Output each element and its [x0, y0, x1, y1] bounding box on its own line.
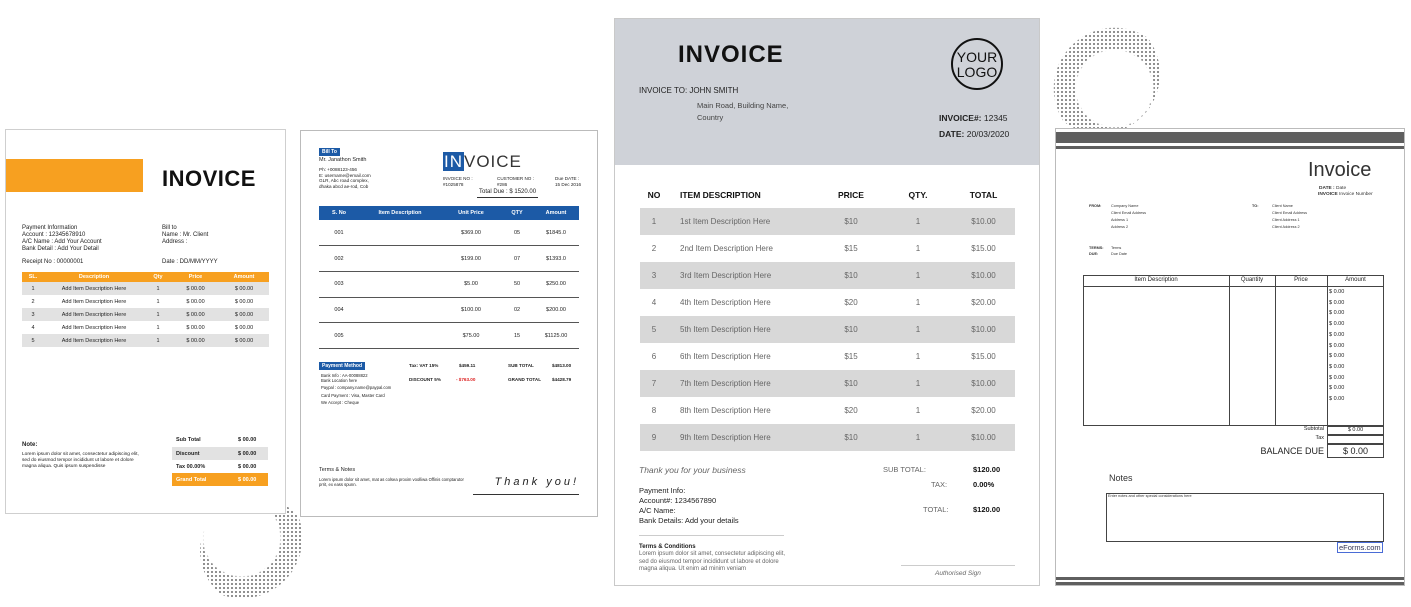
customer-no: #286	[497, 181, 508, 187]
col-price: Price	[172, 272, 219, 282]
bill-to-label: Bill To	[319, 148, 340, 156]
due-date-label: Due DATE :	[555, 176, 580, 181]
date-line: DATE : Date	[1319, 186, 1347, 191]
balance-due-value: $ 0.00	[1327, 444, 1384, 458]
invoice-template-gray	[614, 18, 1040, 586]
bank-detail-line: Bank Detail : Add Your Detail	[22, 246, 99, 252]
bottom-bar	[1056, 582, 1405, 586]
col-price: PRICE	[838, 190, 864, 200]
receipt-number: Receipt No : 00000001	[22, 259, 84, 265]
from-address-1: Address 1	[1111, 218, 1129, 222]
col-qty: QTY.	[908, 190, 928, 200]
to-client-address-1: Client Address 1	[1272, 218, 1300, 222]
note-label: Note:	[22, 442, 38, 448]
to-client-email: Client Email Address	[1272, 211, 1308, 215]
table-row: 3 Add Item Description Here 1 $ 00.00 $ 00.00	[22, 308, 269, 321]
subtotal-row: Sub Total $ 00.00	[176, 436, 257, 443]
col-sl: SL.	[22, 272, 44, 282]
terms-label: TERMS:	[1089, 246, 1104, 250]
to-client-address-2: Client Address 2	[1272, 225, 1300, 229]
client-email: E: username@email.com	[319, 172, 371, 178]
table-row: 1 1st Item Description Here $10 1 $10.00	[640, 208, 1015, 235]
table-row: 9 9th Item Description Here $10 1 $10.00	[640, 424, 1015, 451]
client-name: Mr. Janathon Smith	[319, 157, 367, 163]
col-total: TOTAL	[969, 190, 998, 200]
col-amount: Amount	[219, 272, 269, 282]
table-row: 6 6th Item Description Here $15 1 $15.00	[651, 352, 996, 361]
orange-banner	[6, 159, 143, 192]
table-row: 2 2nd Item Description Here $15 1 $15.00	[651, 244, 996, 253]
col-item-description: Item Description	[1134, 277, 1178, 283]
terms-text: Lorem ipsum dolor sit amet, consectetur adipiscing elit, sed do eiusmod tempor incididunt ut labore et dolore magna aliqua. Ut enim ad minim veniam	[639, 551, 786, 572]
terms-label: Terms & Conditions	[639, 544, 696, 550]
address-line-2: Country	[697, 113, 724, 122]
table-row: 5 5th Item Description Here $10 1 $10.00	[640, 316, 1015, 343]
table-row: 4 4th Item Description Here $20 1 $20.00	[651, 298, 996, 307]
payment-bank-info: Bank Info : AA-00088822	[321, 373, 368, 378]
thank-you-text: Thank you for your business	[639, 465, 746, 475]
col-no: NO	[647, 190, 661, 200]
invoice-template-orange	[5, 129, 286, 514]
notes-box[interactable]	[1106, 493, 1384, 542]
invoice-title: INVOICE	[678, 41, 784, 68]
vat-row: Tax: VAT 15% $459.11	[409, 363, 476, 368]
col-qty: QTY	[501, 206, 533, 220]
col-quantity: Quantity	[1240, 277, 1264, 283]
thank-you-text: Thank you!	[494, 476, 579, 488]
col-item-description: ITEM DESCRIPTION	[680, 190, 761, 200]
col-amount: Amount	[1345, 277, 1366, 283]
col-sno: S. No	[319, 206, 359, 220]
invoice-number: INVOICE#: 12345	[939, 113, 1008, 123]
invoice-title: Invoice	[1308, 159, 1372, 181]
signature-line	[901, 565, 1015, 566]
invoice-to: INVOICE TO: JOHN SMITH	[639, 86, 739, 95]
items-table	[319, 206, 579, 349]
col-description: Description	[44, 272, 144, 282]
subtotal-value: $ 0.00	[1327, 426, 1384, 435]
due-value: Due Date	[1111, 252, 1128, 256]
tax-label: Tax	[1315, 435, 1324, 441]
invoice-date: DATE: 20/03/2020	[939, 129, 1010, 139]
table-row: 004 $100.00 02 $200.00	[319, 297, 579, 323]
bottom-thin-bar	[1056, 577, 1405, 580]
table-row: 7 7th Item Description Here $10 1 $10.00	[640, 370, 1015, 397]
terms-value: Terms	[1111, 246, 1122, 250]
top-bar	[1056, 132, 1405, 143]
from-company: Company Name	[1111, 204, 1139, 208]
account-line: Account#: 1234567890	[639, 496, 717, 505]
balance-due-label: BALANCE DUE	[1260, 446, 1324, 456]
items-table	[640, 182, 1015, 451]
amount-column: $ 0.00 $ 0.00 $ 0.00 $ 0.00 $ 0.00 $ 0.00 $ 0.00 $ 0.00 $ 0.00 $ 0.00 $ 0.00	[1329, 289, 1345, 403]
col-divider-2	[1275, 275, 1276, 426]
payment-bank-location: Bank Location here	[321, 378, 358, 384]
payment-method-label: Payment Method	[319, 362, 365, 370]
authorised-sign: Authorised Sign	[935, 570, 981, 577]
discount-row: Discount $ 00.00	[172, 447, 268, 460]
note-text: Lorem ipsum dolor sit amet, consectetur adipiscing elit, sed do eiusmod tempor incididunt ut labore et dolore magna aliqua. Quis ipsum suspendisse	[22, 452, 139, 469]
bill-to-label: Bill to	[162, 225, 177, 231]
items-table	[22, 272, 269, 347]
col-price: Price	[1294, 277, 1308, 283]
ac-name-line: A/C Name : Add Your Account	[22, 239, 102, 245]
due-date: 15 Dec 2016	[555, 181, 582, 187]
subtotal-row: SUB TOTAL: $120.00	[883, 465, 1001, 474]
table-row: 8 8th Item Description Here $20 1 $20.00	[651, 406, 996, 415]
col-qty: Qty	[144, 272, 172, 282]
invoice-template-blue	[300, 130, 598, 517]
payment-info-label: Payment Information	[22, 225, 78, 231]
bank-details-line: Bank Details: Add your details	[639, 516, 739, 525]
from-label: FROM:	[1089, 204, 1102, 208]
table-row: 003 $5.00 50 $250.00	[319, 271, 579, 297]
payment-info-label: Payment Info:	[639, 486, 686, 495]
ac-name-line: A/C Name:	[639, 506, 676, 515]
table-row: 2 Add Item Description Here 1 $ 00.00 $ 00.00	[31, 298, 254, 305]
client-address-1: GLR, Abc road complex,	[319, 178, 369, 183]
payment-paypal: Paypal : company.name@paypal.com	[321, 385, 392, 391]
col-unit-price: Unit Price	[441, 206, 501, 220]
col-amount: Amount	[533, 206, 579, 220]
to-client-name: Client Name	[1272, 204, 1293, 208]
client-address-2: dhaka abcd ae-rod, Cob	[319, 183, 369, 189]
table-row: 3 3rd Item Description Here $10 1 $10.00	[640, 262, 1015, 289]
halftone-decoration-top	[1040, 14, 1160, 134]
col-item-description: Item Description	[359, 206, 441, 220]
invoice-title: INVOICE	[444, 152, 522, 171]
invoice-template-eforms	[1055, 128, 1405, 586]
tax-value	[1327, 435, 1384, 444]
table-row: 005 $75.00 15 $1125.00	[319, 323, 579, 349]
payment-accept: We Accept : Cheque	[321, 399, 360, 405]
terms-text: Lorem ipsum dolor sit amet, mat as colsea proxim voolliwa Offinis comptarutor prrit, ex eass spunn.	[319, 477, 464, 488]
divider	[639, 535, 784, 536]
col-divider-1	[1229, 275, 1230, 426]
address-line: Address :	[162, 239, 188, 245]
eforms-brand-link[interactable]: eForms.com	[1339, 543, 1381, 552]
invoice-no: #1025878	[443, 181, 464, 187]
terms-label: Terms & Notes	[319, 467, 356, 473]
table-row: 001 $369.00 05 $1845.0	[319, 220, 579, 246]
logo-placeholder: YOUR LOGO	[951, 38, 1003, 90]
client-name-line: Name : Mr. Client	[162, 232, 209, 238]
table-row: 1 Add Item Description Here 1 $ 00.00 $ 00.00	[22, 282, 269, 295]
tax-row: Tax 00.00% $ 00.00	[176, 463, 257, 470]
notes-placeholder: Enter notes and other special considerations here	[1108, 494, 1192, 498]
from-email: Client Email Address	[1111, 211, 1147, 215]
tax-row: TAX: 0.00%	[931, 480, 995, 489]
top-thin-bar	[1056, 146, 1405, 149]
to-label: TO:	[1252, 204, 1259, 208]
total-due: Total Due : $ 1520.00	[477, 190, 538, 198]
customer-no-label: CUSTOMER NO :	[497, 176, 534, 181]
account-line: Account : 12345678910	[22, 232, 86, 238]
grand-total-row: GRAND TOTAL $4428.79	[508, 377, 572, 382]
table-row: 4 Add Item Description Here 1 $ 00.00 $ 00.00	[31, 324, 254, 331]
date-line: Date : DD/MM/YYYY	[162, 259, 218, 265]
discount-row: DISCOUNT 5% - $763.00	[409, 377, 476, 382]
due-label: DUE:	[1089, 252, 1099, 256]
payment-card: Card Payment : Visa, Master Card	[321, 392, 385, 398]
table-row: 5 Add Item Description Here 1 $ 00.00 $ 00.00	[22, 334, 269, 347]
subtotal-row: SUB TOTAL $4813.00	[508, 363, 572, 368]
from-address-2: Address 2	[1111, 225, 1129, 229]
grand-total-row: Grand Total $ 00.00	[172, 473, 268, 486]
invoice-number-line: INVOICE Invoice Number	[1318, 192, 1373, 197]
signature-line	[473, 494, 579, 495]
address-line-1: Main Road, Building Name,	[697, 101, 789, 110]
table-row: 002 $199.00 07 $1393.0	[319, 246, 579, 272]
client-phone: Ph: +0088123-456	[319, 167, 357, 172]
total-row: TOTAL: $120.00	[923, 505, 1001, 514]
notes-label: Notes	[1109, 473, 1133, 483]
invoice-no-label: INVOICE NO :	[443, 176, 473, 181]
invoice-title: INOVICE	[162, 166, 256, 191]
subtotal-label: Subtotal	[1303, 426, 1324, 432]
